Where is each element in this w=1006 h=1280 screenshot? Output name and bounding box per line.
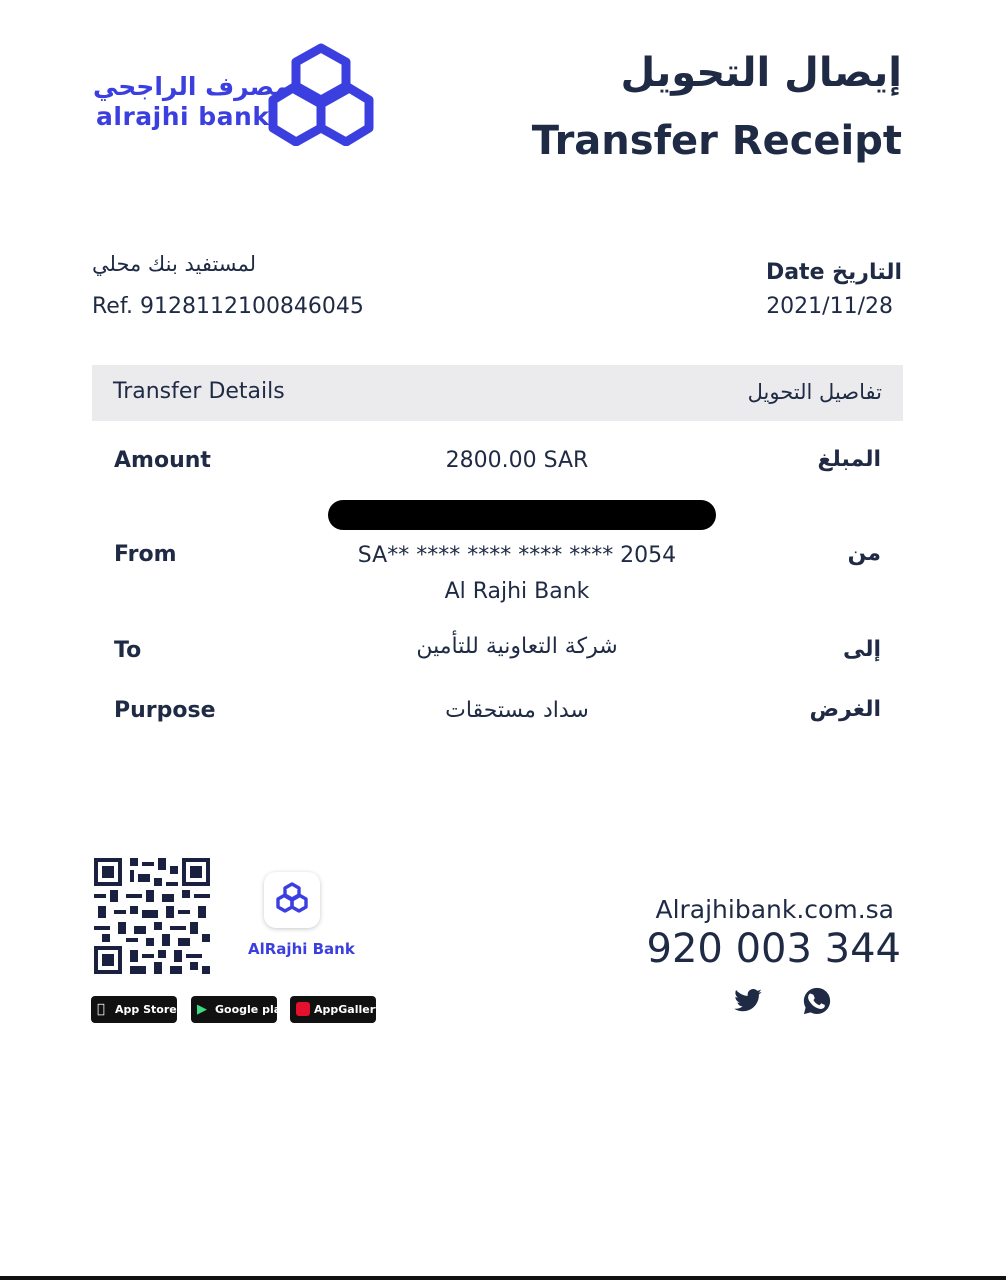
app-store-label: App Store	[115, 1003, 177, 1016]
receipt-title-arabic: إيصال التحويل	[620, 50, 902, 96]
amount-label-arabic: المبلغ	[817, 447, 881, 472]
google-play-icon: ▶	[197, 1002, 207, 1017]
google-play-label: Google play	[215, 1003, 288, 1016]
google-play-badge[interactable]	[191, 996, 288, 1023]
to-value: شركة التعاونية للتأمين	[416, 634, 618, 659]
brand-name-arabic: مصرف الراجحي	[93, 72, 290, 101]
from-bank-name: Al Rajhi Bank	[444, 579, 590, 604]
to-label-arabic: إلى	[842, 637, 881, 662]
appgallery-label: AppGallery	[314, 1003, 383, 1016]
amount-value: 2800.00 SAR	[445, 448, 589, 473]
phone-number[interactable]: 920 003 344	[646, 926, 901, 972]
date-label-arabic: التاريخ	[832, 260, 902, 285]
to-label: To	[114, 638, 142, 663]
receipt-title: Transfer Receipt	[531, 118, 902, 164]
transfer-details-label: Transfer Details	[113, 379, 285, 404]
from-label: From	[114, 542, 177, 567]
alrajhi-logo-small-icon	[264, 872, 320, 928]
appgallery-badge[interactable]	[290, 996, 383, 1023]
from-account-value: SA** **** **** **** **** 2054	[357, 543, 677, 568]
transfer-details-label-arabic: تفاصيل التحويل	[747, 380, 882, 404]
alrajhi-app-icon[interactable]	[264, 872, 320, 928]
date-value: 2021/11/28	[766, 294, 893, 319]
brand-name-english: alrajhi bank	[96, 102, 270, 131]
purpose-value: سداد مستحقات	[445, 698, 589, 723]
date-label	[766, 260, 902, 285]
website-link[interactable]: Alrajhibank.com.sa	[655, 895, 894, 924]
huawei-appgallery-icon	[296, 1002, 310, 1016]
date-label-english: Date	[765, 260, 825, 285]
redaction-mark	[328, 500, 716, 530]
apple-icon	[97, 996, 105, 1023]
page-bottom-edge	[0, 1276, 1006, 1280]
app-name: AlRajhi Bank	[248, 940, 355, 958]
from-label-arabic: من	[847, 541, 881, 566]
purpose-label: Purpose	[114, 698, 216, 723]
whatsapp-icon[interactable]	[802, 986, 832, 1016]
twitter-icon[interactable]	[732, 986, 764, 1016]
app-store-badge[interactable]	[91, 996, 177, 1023]
amount-label: Amount	[114, 448, 211, 473]
reference-number: Ref. 9128112100846045	[92, 294, 364, 319]
purpose-label-arabic: الغرض	[809, 697, 881, 722]
beneficiary-type: لمستفيد بنك محلي	[92, 252, 257, 276]
alrajhi-logo-icon	[266, 42, 376, 146]
qr-code-icon	[94, 858, 210, 974]
